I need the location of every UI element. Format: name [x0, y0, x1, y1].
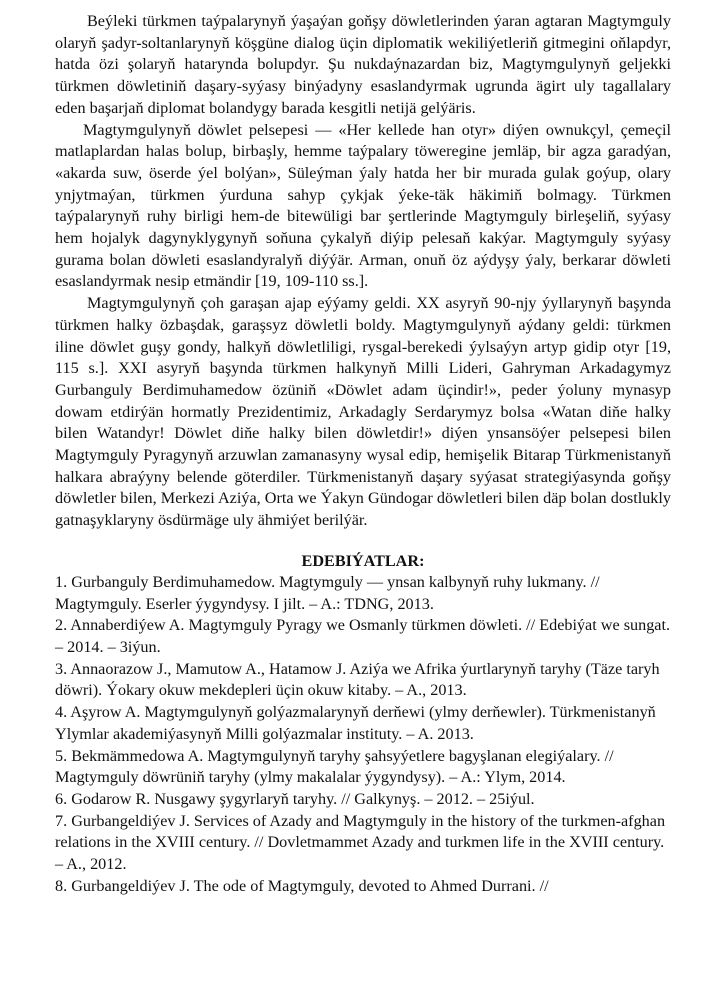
document-page	[55, 11, 671, 897]
body-paragraph-2: Magtymgulynyň döwlet pelsepesi — «Her kellede han otyr» diýen ownukçyl, çemeçil matlaplardan halas bolup, birbaşly, hemme taýpalary töweregine jemläp, bir agza garadýan, «akarda suw, öserde ýel bolýan», Süleýman ýaly hatda her bir murada gulak goýup, olary ynjytmaýan, türkmen ýurduna sahyp çykjak ýeke-täk häkimiň bolmagy. Türkmen taýpalarynyň ruhy birligi hem-de bitewüligi bar şertlerinde Magtymguly birleşeliň, syýasy hem hojalyk dagynyklygynyň soňuna çykalyň diýip pelesaň kakýar. Magtymguly syýasy gurama bolan döwleti esaslandyralyň diýýär. Arman, onuň öz aýdyşy ýaly, berkarar döwleti esaslandyrmak nesip etmändir [19, 109-110 ss.].	[55, 120, 671, 291]
body-paragraph-3: Magtymgulynyň çoh garaşan ajap eýýamy geldi. XX asyryň 90-njy ýyllarynyň başynda türkmen halky özbaşdak, garaşsyz döwletli boldy. Magtymgulynyň aýdany geldi: türkmen iline döwlet guşy gondy, halkyň döwletliligi, rysgal-berekedi ýylsaýyn artyp gidip otyr [19, 115 s.]. XXI asyryň başynda türkmen halkynyň Milli Lideri, Gahryman Arkadagymyz Gurbanguly Berdimuhamedow özüniň «Döwlet adam üçindir!», peder ýoluny mynasyp dowam etdirýän hormatly Prezidentimiz, Arkadagly Serdarymyz bolsa «Watan diňe halky bilen Watandyr! Döwlet diňe halky bilen döwletdir!» diýen ynsansöýer pelsepesi bilen Magtymguly Pyragynyň arzuwlan zamanasyny wysal edip, hemişelik Bitarap Türkmenistanyň halkara abraýyny belende göterdiler. Türkmenistanyň daşary syýasat strategiýasynda goňşy döwletler bilen, Merkezi Aziýa, Orta we Ýakyn Gündogar döwletleri bilen däp bolan dostlukly gatnaşyklaryny ösdürmäge uly ähmiýet berilýär.	[55, 294, 671, 530]
reference-item-5: 5. Bekmämmedowa A. Magtymgulynyň taryhy şahsyýetlere bagyşlanan elegiýalary. // Magtymguly döwrüniň taryhy (ylmy makalalar ýygyndysy). – A.: Ylym, 2014.	[55, 746, 614, 787]
references-heading: EDEBIÝATLAR:	[301, 551, 425, 570]
reference-item-2: 2. Annaberdiýew A. Magtymguly Pyragy we Osmanly türkmen döwleti. // Edebiýat we sungat. – 2014. – 3iýun.	[55, 616, 671, 656]
reference-item-4: 4. Aşyrow A. Magtymgulynyň golýazmalarynyň derňewi (ylmy derňewler). Türkmenistanyň Ylymlar akademiýasynyň Milli golýazmalar instituty. – A. 2013.	[55, 703, 656, 743]
reference-item-3: 3. Annaorazow J., Mamutow A., Hatamow J. Aziýa we Afrika ýurtlarynyň taryhy (Täze taryh döwri). Ýokary okuw mekdepleri üçin okuw kitaby. – A., 2013.	[55, 659, 660, 700]
body-paragraph-1: Beýleki türkmen taýpalarynyň ýaşaýan goňşy döwletlerinden ýaran agtaran Magtymguly olaryň şadyr-soltanlarynyň köşgüne dialog üçin diplomatik wekiliýetleriň gitmegini oňlapdyr, hatda özi şolaryň hatarynda bolupdyr. Şu nukdaýnazardan biz, Magtymgulynyň geljekki türkmen döwletiniň daşary-syýasy binýadyny esaslandyrmak ugrunda ägirt uly tagallalary eden başarjaň diplomat bolandygy barada kesgitli netijä gelýäris.	[55, 12, 671, 117]
reference-item-1: 1. Gurbanguly Berdimuhamedow. Magtymguly — ynsan kalbynyň ruhy lukmany. // Magtymguly. Eserler ýygyndysy. I jilt. – A.: TDNG, 2013.	[55, 572, 600, 613]
references-list	[55, 572, 671, 898]
reference-item-7: 7. Gurbangeldiýev J. Services of Azady and Magtymguly in the history of the turkmen-afghan relations in the XVIII century. // Dovletmammet Azady and turkmen life in the XVIII century. – A., 2012.	[55, 811, 666, 874]
reference-item-6: 6. Godarow R. Nusgawy şygyrlaryň taryhy. // Galkynyş. – 2012. – 25iýul.	[55, 789, 535, 808]
reference-item-8: 8. Gurbangeldiýev J. The ode of Magtymguly, devoted to Ahmed Durrani. //	[55, 876, 549, 895]
